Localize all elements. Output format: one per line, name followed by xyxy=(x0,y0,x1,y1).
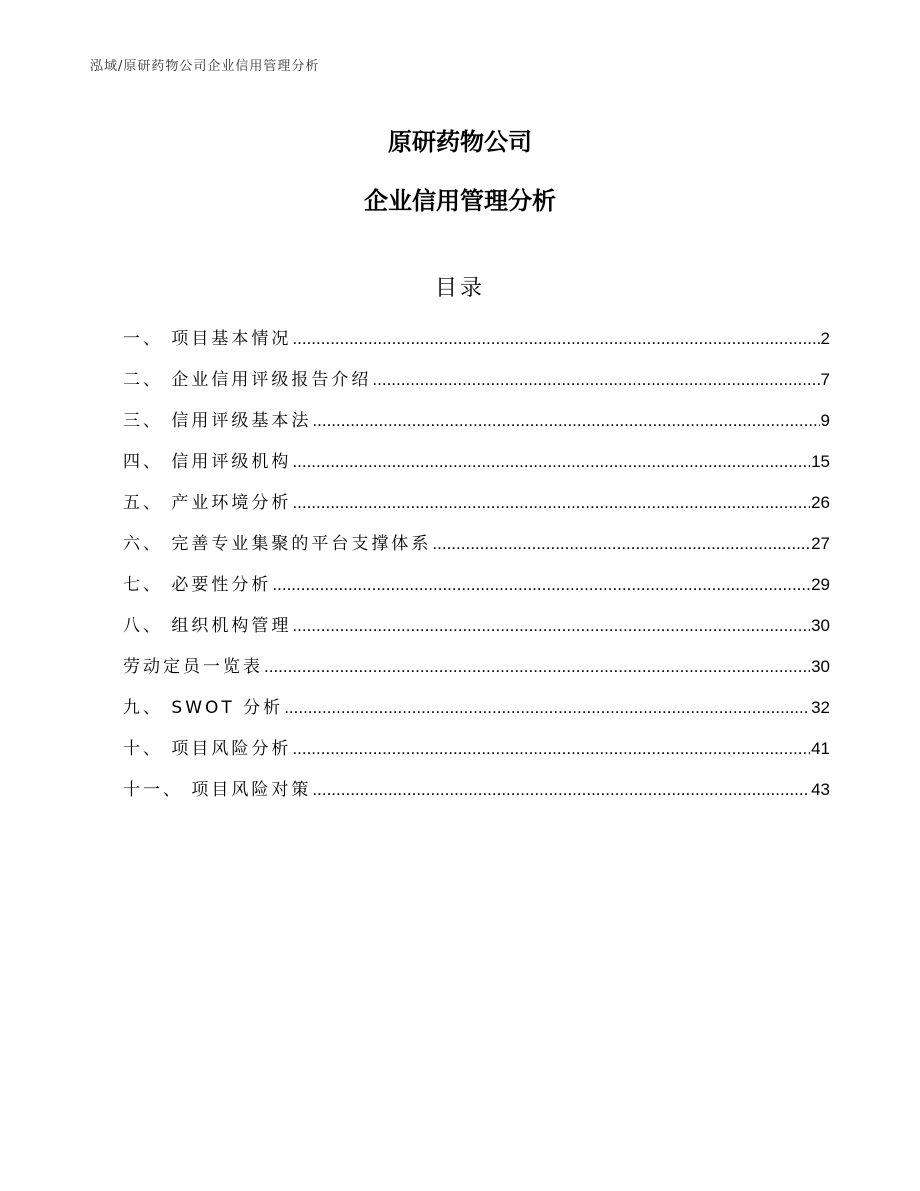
toc-entry-page: 9 xyxy=(820,411,830,430)
toc-entry-label: 六、 完善专业集聚的平台支撑体系 xyxy=(123,534,432,554)
toc-entry-page: 27 xyxy=(811,534,830,553)
toc-entry[interactable] xyxy=(123,529,830,570)
toc-entry-page: 30 xyxy=(811,657,830,676)
dot-leader xyxy=(264,657,810,677)
toc-entry[interactable] xyxy=(123,365,830,406)
toc-entry-page: 32 xyxy=(811,698,830,717)
toc-entry[interactable] xyxy=(123,775,830,816)
dot-leader xyxy=(292,616,810,636)
dot-leader xyxy=(292,452,810,472)
document-title-line-1: 原研药物公司 xyxy=(388,128,532,156)
toc-entry-label: 五、 产业环境分析 xyxy=(123,493,292,513)
toc-entry[interactable] xyxy=(123,324,830,365)
toc-entry[interactable] xyxy=(123,652,830,693)
dot-leader xyxy=(312,780,810,800)
toc-entry-page: 7 xyxy=(820,370,830,389)
toc-entry-label: 十、 项目风险分析 xyxy=(123,739,292,759)
dot-leader xyxy=(312,411,819,431)
document-title-line-2: 企业信用管理分析 xyxy=(364,187,556,215)
toc-entry-label: 三、 信用评级基本法 xyxy=(123,411,312,431)
toc-entry-label: 一、 项目基本情况 xyxy=(123,329,292,349)
toc-entry-page: 30 xyxy=(811,616,830,635)
dot-leader xyxy=(372,370,819,390)
table-of-contents xyxy=(123,324,830,816)
toc-entry-page: 29 xyxy=(811,575,830,594)
toc-entry[interactable] xyxy=(123,570,830,611)
toc-entry[interactable] xyxy=(123,693,830,734)
toc-entry-page: 43 xyxy=(811,780,830,799)
toc-entry[interactable] xyxy=(123,406,830,447)
dot-leader xyxy=(292,739,810,759)
dot-leader xyxy=(432,534,810,554)
dot-leader xyxy=(284,698,810,718)
toc-entry-label: 七、 必要性分析 xyxy=(123,575,272,595)
dot-leader xyxy=(292,329,819,349)
toc-entry-label: 劳动定员一览表 xyxy=(123,657,263,677)
toc-entry[interactable] xyxy=(123,611,830,652)
toc-heading: 目录 xyxy=(434,276,485,301)
toc-entry-page: 41 xyxy=(811,739,830,758)
toc-entry-label: 十一、 项目风险对策 xyxy=(123,780,312,800)
toc-entry-page: 15 xyxy=(811,452,830,471)
toc-entry-page: 2 xyxy=(820,329,830,348)
toc-entry-label: 八、 组织机构管理 xyxy=(123,616,292,636)
dot-leader xyxy=(272,575,810,595)
toc-entry[interactable] xyxy=(123,734,830,775)
toc-entry[interactable] xyxy=(123,488,830,529)
toc-entry-page: 26 xyxy=(811,493,830,512)
dot-leader xyxy=(292,493,810,513)
toc-entry-label: 二、 企业信用评级报告介绍 xyxy=(123,370,372,390)
toc-entry[interactable] xyxy=(123,447,830,488)
toc-entry-label: 九、 SWOT 分析 xyxy=(123,698,284,718)
toc-entry-label: 四、 信用评级机构 xyxy=(123,452,292,472)
running-header: 泓域/原研药物公司企业信用管理分析 xyxy=(90,59,320,74)
